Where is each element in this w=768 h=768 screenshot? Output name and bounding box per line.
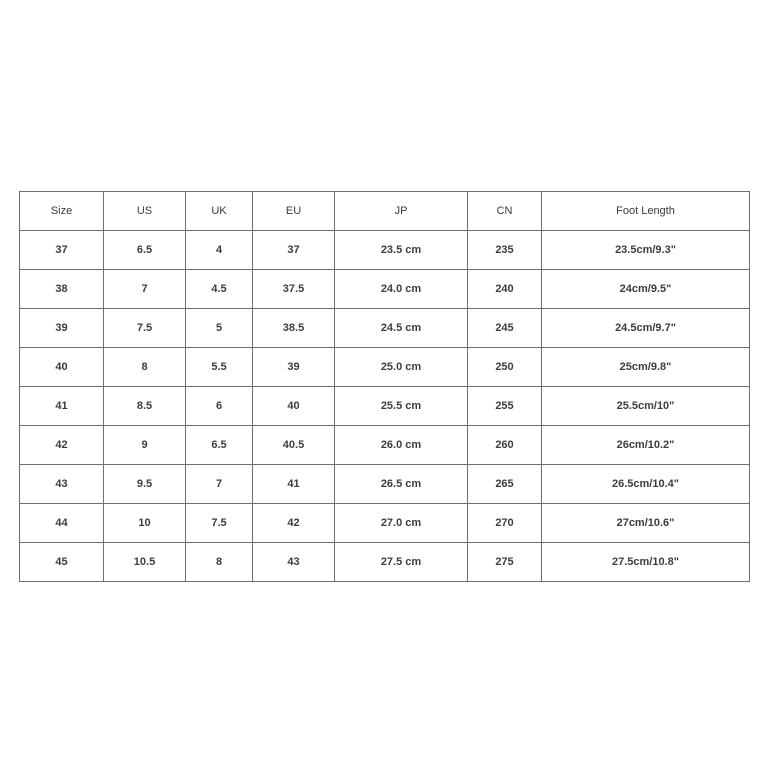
cell-cn: 260 <box>468 426 542 465</box>
cell-uk: 7.5 <box>186 504 253 543</box>
cell-size: 44 <box>20 504 104 543</box>
cell-cn: 240 <box>468 270 542 309</box>
cell-jp: 25.0 cm <box>335 348 468 387</box>
cell-cn: 270 <box>468 504 542 543</box>
cell-uk: 7 <box>186 465 253 504</box>
header-uk: UK <box>186 192 253 231</box>
cell-uk: 5.5 <box>186 348 253 387</box>
table-row <box>20 270 750 309</box>
cell-us: 9.5 <box>104 465 186 504</box>
cell-jp: 24.0 cm <box>335 270 468 309</box>
cell-cn: 275 <box>468 543 542 582</box>
cell-eu: 40 <box>253 387 335 426</box>
cell-jp: 25.5 cm <box>335 387 468 426</box>
cell-jp: 27.0 cm <box>335 504 468 543</box>
table-row <box>20 426 750 465</box>
table-row <box>20 231 750 270</box>
cell-uk: 8 <box>186 543 253 582</box>
cell-foot-length: 25cm/9.8" <box>542 348 750 387</box>
cell-us: 10.5 <box>104 543 186 582</box>
cell-eu: 37.5 <box>253 270 335 309</box>
header-size: Size <box>20 192 104 231</box>
cell-foot-length: 25.5cm/10" <box>542 387 750 426</box>
cell-size: 39 <box>20 309 104 348</box>
cell-size: 38 <box>20 270 104 309</box>
cell-cn: 250 <box>468 348 542 387</box>
cell-uk: 6 <box>186 387 253 426</box>
cell-foot-length: 24.5cm/9.7" <box>542 309 750 348</box>
table-row <box>20 309 750 348</box>
cell-cn: 245 <box>468 309 542 348</box>
cell-uk: 6.5 <box>186 426 253 465</box>
cell-size: 40 <box>20 348 104 387</box>
header-foot-length: Foot Length <box>542 192 750 231</box>
cell-cn: 235 <box>468 231 542 270</box>
table-row <box>20 348 750 387</box>
cell-us: 8 <box>104 348 186 387</box>
cell-us: 6.5 <box>104 231 186 270</box>
cell-jp: 27.5 cm <box>335 543 468 582</box>
cell-jp: 24.5 cm <box>335 309 468 348</box>
cell-foot-length: 23.5cm/9.3" <box>542 231 750 270</box>
table-row <box>20 543 750 582</box>
cell-eu: 42 <box>253 504 335 543</box>
size-chart-table <box>19 191 750 582</box>
cell-jp: 23.5 cm <box>335 231 468 270</box>
cell-cn: 265 <box>468 465 542 504</box>
cell-eu: 39 <box>253 348 335 387</box>
table-row <box>20 387 750 426</box>
cell-jp: 26.5 cm <box>335 465 468 504</box>
cell-size: 43 <box>20 465 104 504</box>
cell-foot-length: 26cm/10.2" <box>542 426 750 465</box>
cell-size: 41 <box>20 387 104 426</box>
cell-us: 7 <box>104 270 186 309</box>
header-jp: JP <box>335 192 468 231</box>
cell-us: 10 <box>104 504 186 543</box>
cell-foot-length: 27cm/10.6" <box>542 504 750 543</box>
cell-size: 45 <box>20 543 104 582</box>
header-eu: EU <box>253 192 335 231</box>
cell-size: 42 <box>20 426 104 465</box>
cell-us: 7.5 <box>104 309 186 348</box>
table-header-row <box>20 192 750 231</box>
cell-cn: 255 <box>468 387 542 426</box>
cell-us: 8.5 <box>104 387 186 426</box>
cell-foot-length: 26.5cm/10.4" <box>542 465 750 504</box>
cell-jp: 26.0 cm <box>335 426 468 465</box>
cell-uk: 4.5 <box>186 270 253 309</box>
cell-eu: 40.5 <box>253 426 335 465</box>
cell-uk: 4 <box>186 231 253 270</box>
cell-eu: 38.5 <box>253 309 335 348</box>
cell-size: 37 <box>20 231 104 270</box>
table-row <box>20 465 750 504</box>
cell-foot-length: 24cm/9.5" <box>542 270 750 309</box>
cell-us: 9 <box>104 426 186 465</box>
cell-eu: 41 <box>253 465 335 504</box>
table-row <box>20 504 750 543</box>
cell-eu: 37 <box>253 231 335 270</box>
header-cn: CN <box>468 192 542 231</box>
cell-eu: 43 <box>253 543 335 582</box>
header-us: US <box>104 192 186 231</box>
cell-uk: 5 <box>186 309 253 348</box>
cell-foot-length: 27.5cm/10.8" <box>542 543 750 582</box>
